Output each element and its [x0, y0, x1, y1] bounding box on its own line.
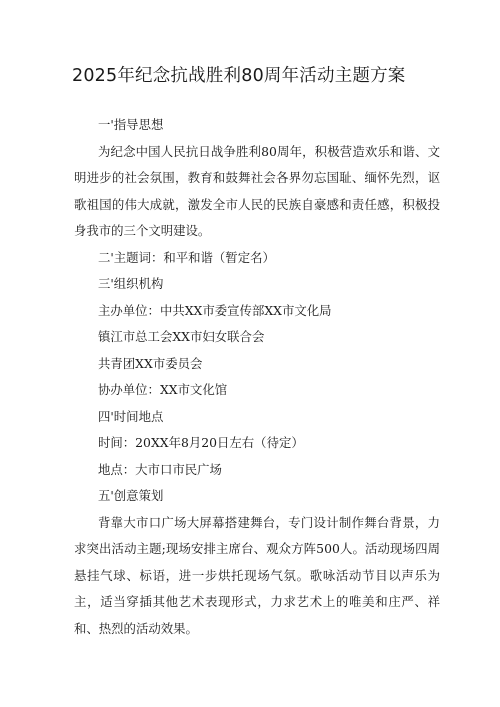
event-time: 时间：20XX年8月20日左右（待定）: [98, 435, 304, 450]
document-body: [74, 112, 440, 642]
section-heading-guiding-thought: 一'指导思想: [98, 117, 164, 132]
paragraph-creative-plan: 背靠大市口广场大屏幕搭建舞台，专门设计制作舞台背景，力求突出活动主题;现场安排主席台、观众方阵500人。活动现场四周悬挂气球、标语，进一步烘托现场气氛。歌咏活动节目以声乐为主，适当穿插其他艺术表现形式，力求艺术上的唯美和庄严、祥和、热烈的活动效果。: [74, 514, 440, 636]
section-heading-organization: 三'组织机构: [98, 276, 164, 291]
document-title: 2025年纪念抗战胜利80周年活动主题方案: [72, 66, 406, 86]
organizer-host-line-3: 共青团XX市委员会: [98, 355, 203, 371]
event-place: 地点：大市口市民广场: [98, 461, 222, 477]
section-heading-time-place: 四'时间地点: [98, 408, 164, 424]
organizer-host-line: 主办单位：中共XX市委宣传部XX市文化局: [98, 302, 332, 318]
paragraph-guiding-thought: 为纪念中国人民抗日战争胜利80周年，积极营造欢乐和谐、文明进步的社会氛围，教育和鼓舞社会各界勿忘国耻、缅怀先烈，讴歌祖国的伟大成就，激发全市人民的民族自豪感和责任感，积极投身我市的三个文明建设。: [74, 143, 440, 238]
co-organizer-line: 协办单位：XX市文化馆: [98, 382, 228, 397]
section-heading-theme: 二'主题词：和平和谐（暂定名）: [98, 249, 275, 265]
section-heading-creative-plan: 五'创意策划: [98, 488, 164, 503]
organizer-host-line-2: 镇江市总工会XX市妇女联合会: [98, 329, 265, 344]
